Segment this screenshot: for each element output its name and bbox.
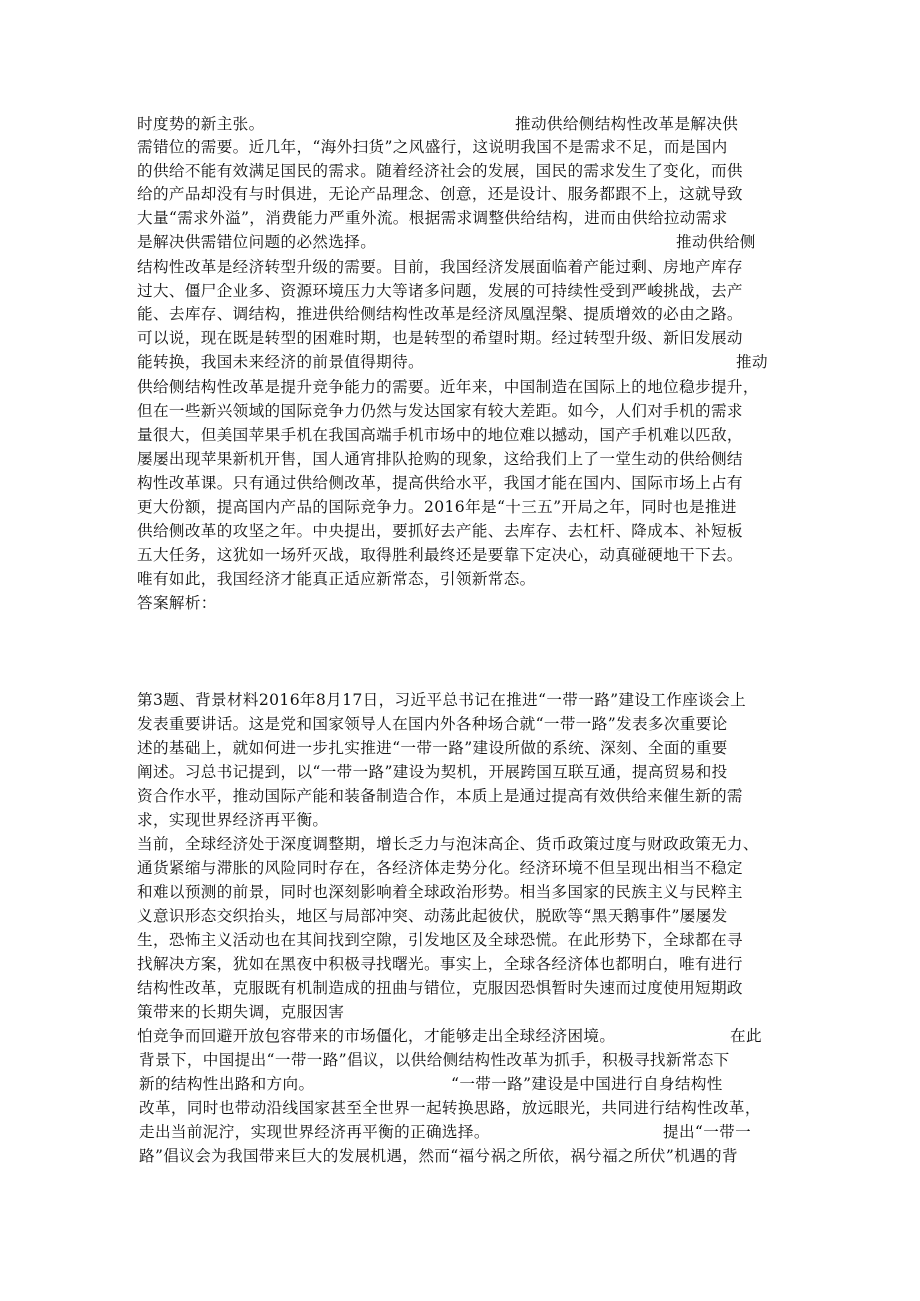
text-line-tail: “一带一路”建设是中国进行自身结构性 <box>451 1075 723 1093</box>
text-line: 给的产品却没有与时俱进，无论产品理念、创意，还是设计、服务都跟不上，这就导致 <box>137 185 743 203</box>
text-line: 改革，同时也带动沿线国家甚至全世界一起转换思路，放远眼光，共同进行结构性改革， <box>139 1099 761 1117</box>
text-line: 量很大，但美国苹果手机在我国高端手机市场中的地位难以撼动，国产手机难以匹敌， <box>137 426 743 444</box>
text-line: 能、去库存、调结构，推进供给侧结构性改革是经济凤凰涅槃、提质增效的必由之路。 <box>137 305 743 323</box>
text-line-tail: 推动供给侧结构性改革是解决供 <box>515 115 739 133</box>
text-line: 策带来的长期失调，克服因害 <box>137 1003 345 1021</box>
text-line: 阐述。习总书记提到，以“一带一路”建设为契机，开展跨国互联互通，提高贸易和投 <box>137 763 728 781</box>
text-line: 需错位的需要。近几年，“海外扫货”之风盛行，这说明我国不是需求不足，而是国内 <box>137 138 728 156</box>
text-line: 的供给不能有效满足国民的需求。随着经济社会的发展，国民的需求发生了变化，而供 <box>137 162 743 180</box>
text-line: 大量“需求外溢”，消费能力严重外流。根据需求调整供给结构，进而由供给拉动需求 <box>137 209 728 227</box>
text-line: 通货紧缩与滞胀的风险同时存在，各经济体走势分化。经济环境不但呈现出相当不稳定 <box>137 859 743 877</box>
text-line: 资合作水平，推动国际产能和装备制造合作，本质上是通过提高有效供给来催生新的需 <box>137 787 743 805</box>
text-line: 可以说，现在既是转型的困难时期，也是转型的希望时期。经过转型升级、新旧发展动 <box>137 329 743 347</box>
text-line: 当前，全球经济处于深度调整期，增长乏力与泡沫高企、货币政策过度与财政政策无力、 <box>137 835 759 853</box>
text-line-tail: 推动 <box>736 353 768 371</box>
text-line-tail: 提出“一带一 <box>663 1123 752 1141</box>
text-line: 能转换，我国未来经济的前景值得期待。 <box>137 353 424 371</box>
text-line: 结构性改革是经济转型升级的需要。目前，我国经济发展面临着产能过剩、房地产库存 <box>137 258 743 276</box>
text-line: 义意识形态交织抬头，地区与局部冲突、动荡此起彼伏，脱欧等“黑天鹅事件”屡屡发 <box>137 907 728 925</box>
text-line: 更大份额，提高国内产品的国际竞争力。2016年是“十三五”开局之年，同时也是推进 <box>137 498 737 516</box>
text-line: 但在一些新兴领域的国际竞争力仍然与发达国家有较大差距。如今，人们对手机的需求 <box>137 402 743 420</box>
text-line: 构性改革课。只有通过供给侧改革，提高供给水平，我国才能在国内、国际市场上占有 <box>137 474 743 492</box>
text-line: 找解决方案，犹如在黑夜中积极寻找曙光。事实上，全球各经济体也都明白，唯有进行 <box>137 955 743 973</box>
text-line: 生，恐怖主义活动也在其间找到空隙，引发地区及全球恐慌。在此形势下，全球都在寻 <box>137 931 743 949</box>
text-line: 和难以预测的前景，同时也深刻影响着全球政治形势。相当多国家的民族主义与民粹主 <box>137 883 743 901</box>
text-line: 是解决供需错位问题的必然选择。 <box>137 233 377 251</box>
question-title-line: 第3题、背景材料2016年8月17日，习近平总书记在推进“一带一路”建设工作座谈会上 <box>137 691 747 709</box>
text-line: 唯有如此，我国经济才能真正适应新常态，引领新常态。 <box>137 570 536 588</box>
text-line: 新的结构性出路和方向。 <box>139 1075 315 1093</box>
text-line: 背景下，中国提出“一带一路”倡议，以供给侧结构性改革为抓手，积极寻找新常态下 <box>139 1051 730 1069</box>
text-line: 走出当前泥泞，实现世界经济再平衡的正确选择。 <box>139 1123 490 1141</box>
text-line: 供给侧结构性改革是提升竞争能力的需要。近年来，中国制造在国际上的地位稳步提升， <box>137 378 759 396</box>
text-line: 述的基础上，就如何进一步扎实推进“一带一路”建设所做的系统、深刻、全面的重要 <box>137 739 728 757</box>
text-line: 屡屡出现苹果新机开售，国人通宵排队抢购的现象，这给我们上了一堂生动的供给侧结 <box>137 450 743 468</box>
text-line: 供给侧改革的攻坚之年。中央提出，要抓好去产能、去库存、去杠杆、降成本、补短板 <box>137 522 743 540</box>
text-line-tail: 推动供给侧 <box>676 233 756 251</box>
text-line: 发表重要讲话。这是党和国家领导人在国内外各种场合就“一带一路”发表多次重要论 <box>137 715 728 733</box>
text-line: 路”倡议会为我国带来巨大的发展机遇，然而“福兮祸之所依，祸兮福之所伏”机遇的背 <box>139 1147 738 1165</box>
text-line-tail: 在此 <box>730 1027 762 1045</box>
text-line: 过大、僵尸企业多、资源环境压力大等诸多问题，发展的可持续性受到严峻挑战，去产 <box>137 282 743 300</box>
answer-analysis-label: 答案解析： <box>137 594 217 612</box>
text-line: 五大任务，这犹如一场歼灭战，取得胜利最终还是要靠下定决心，动真碰硬地干下去。 <box>137 546 743 564</box>
text-line: 怕竞争而回避开放包容带来的市场僵化，才能够走出全球经济困境。 <box>137 1027 616 1045</box>
text-line: 结构性改革，克服既有机制造成的扭曲与错位，克服因恐惧暂时失速而过度使用短期政 <box>137 979 743 997</box>
text-line: 求，实现世界经济再平衡。 <box>137 811 329 829</box>
text-line: 时度势的新主张。 <box>137 115 265 133</box>
